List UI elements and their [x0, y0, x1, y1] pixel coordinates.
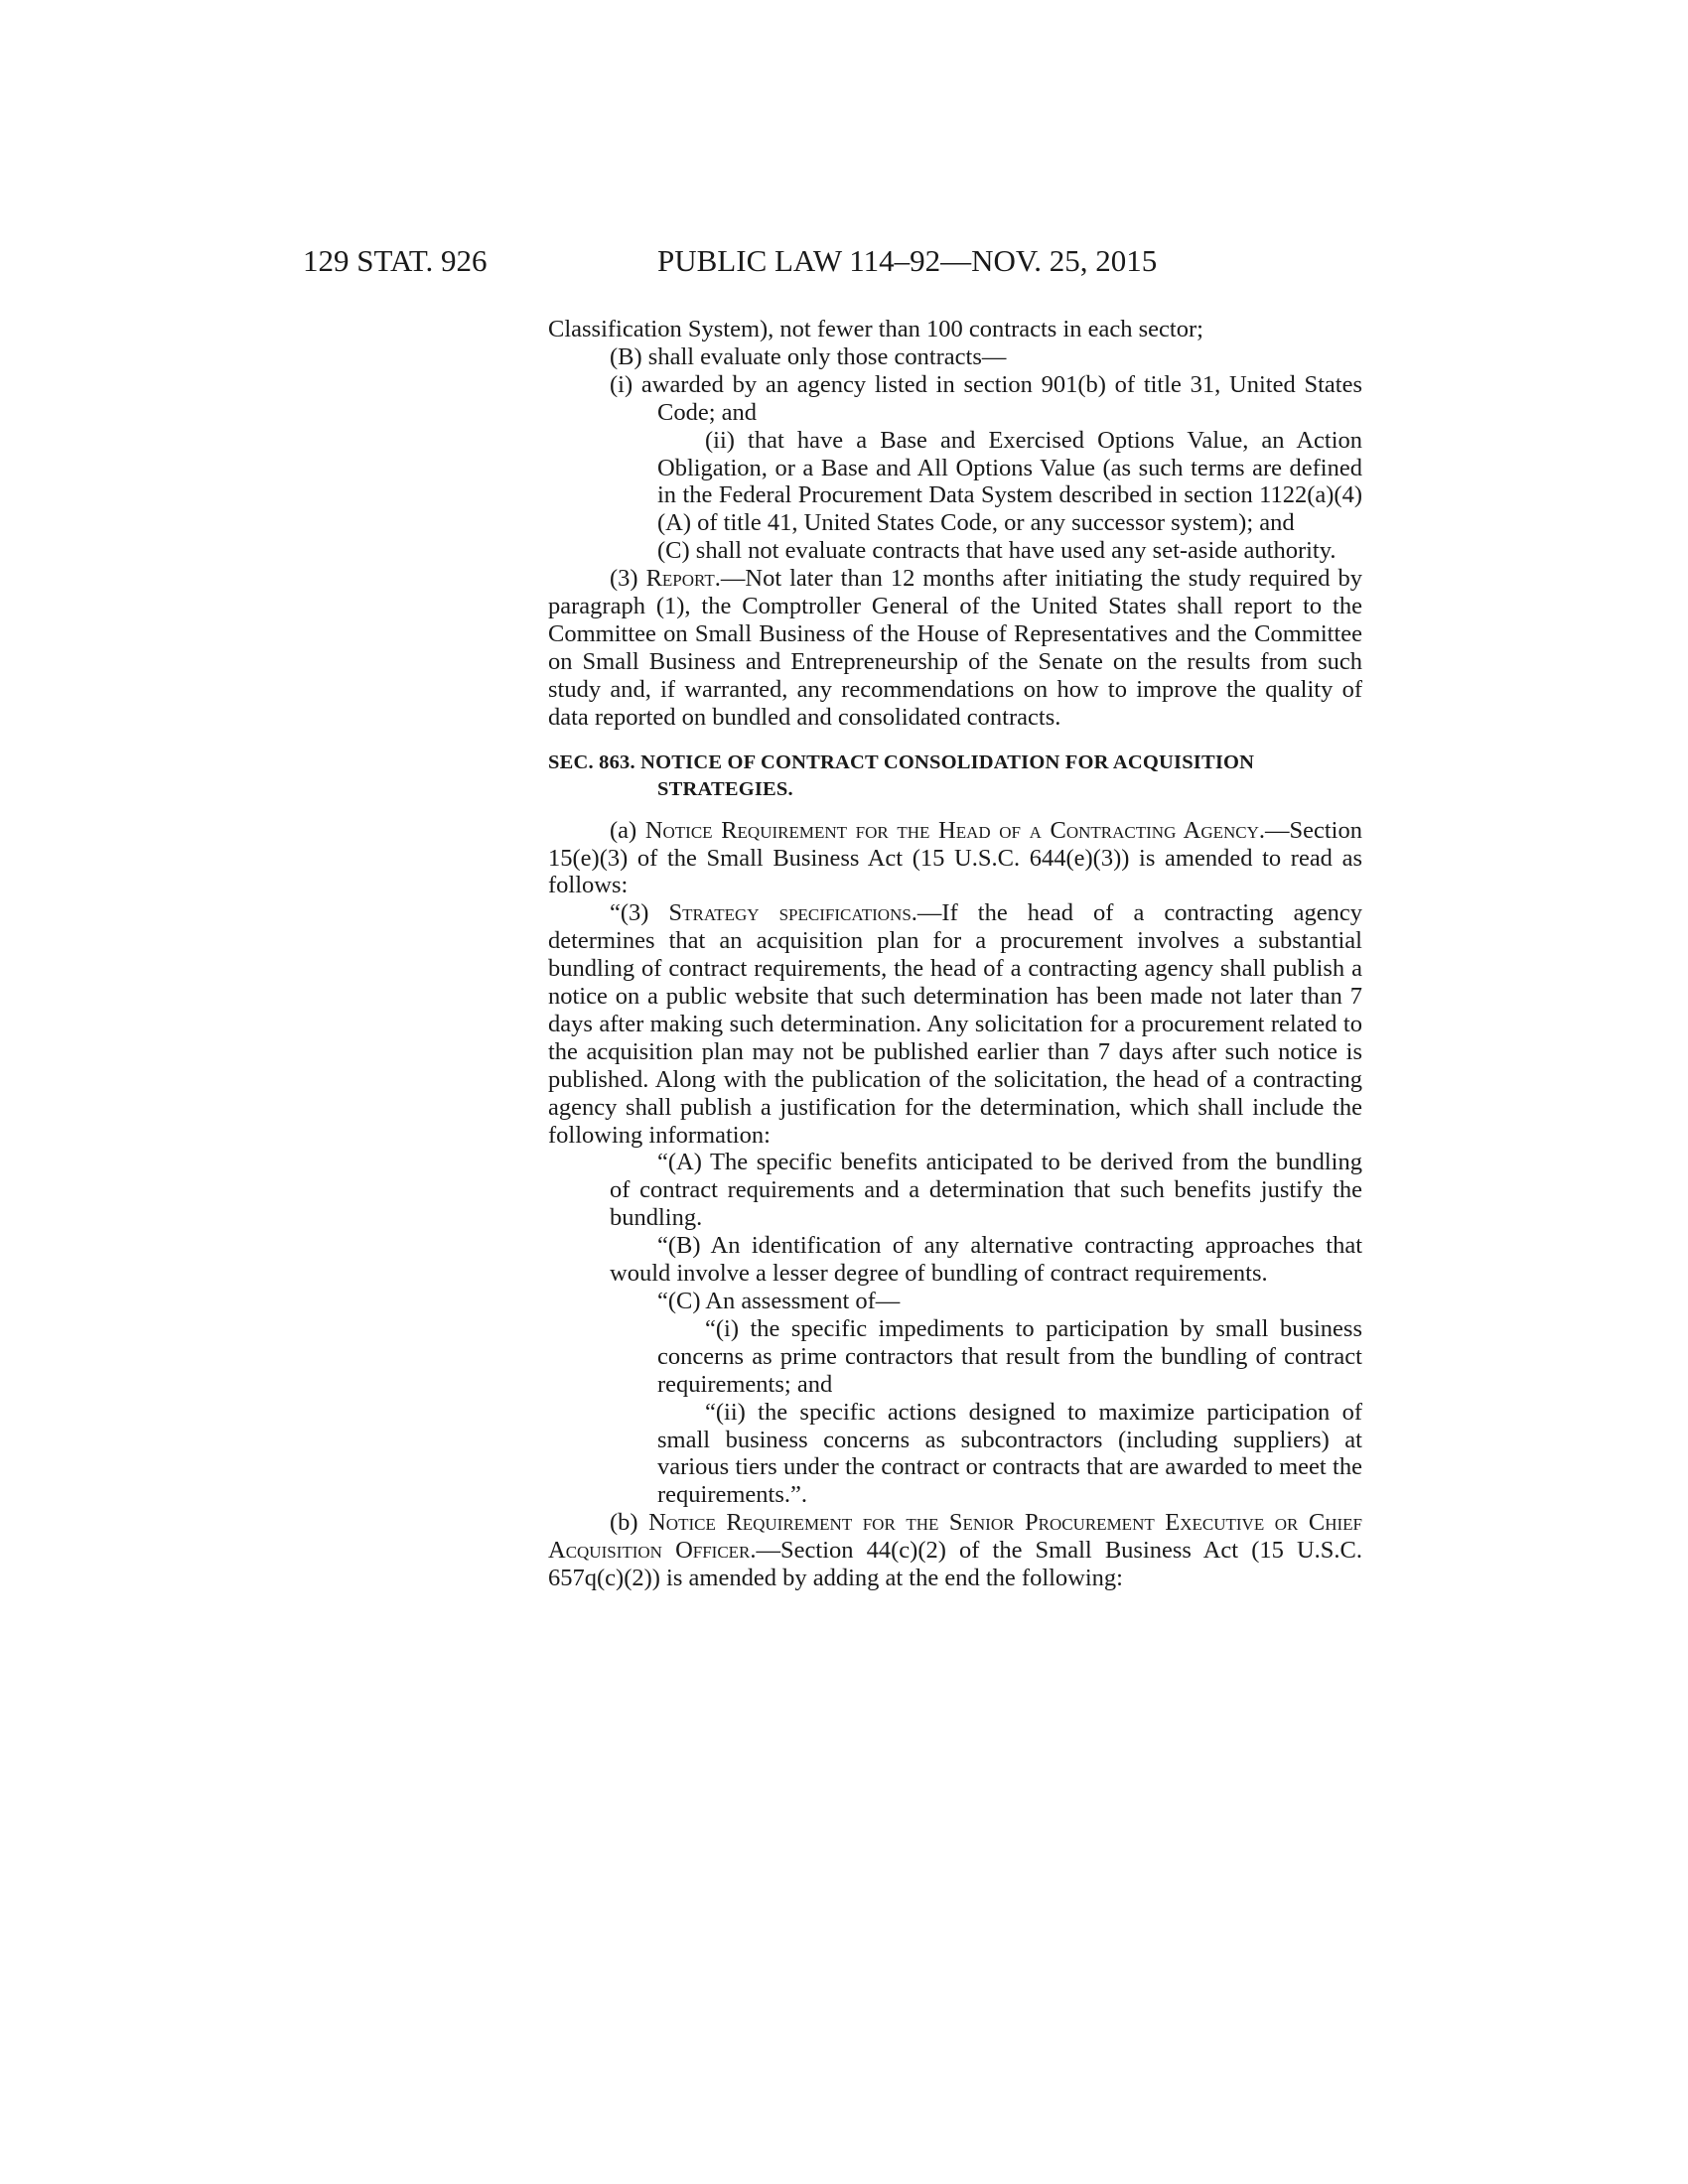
- quoted-paragraph-3-text: .—If the head of a contracting agency determines that an acquisition plan for a procurement involves a substantial bundling of contract requirements, the head of a contracting agency shall publish a notice on a public website that such determination has been made not later than 7 days after making such determination. Any solicitation for a procurement related to the acquisition plan may not be published earlier than 7 days after such notice is published. Along with the publication of the solicitation, the head of a contracting agency shall publish a justification for the determination, which shall include the following information:: [548, 899, 1362, 1149]
- subsection-a: [548, 817, 1362, 900]
- subsection-b-heading: Notice Requirement for the Senior Procurement Executive or Chief Acquisition Officer: [548, 1509, 1362, 1565]
- subsection-a-heading: Notice Requirement for the Head of a Contracting Agency: [644, 816, 1259, 844]
- quoted-paragraph-3-heading: Strategy specifications: [668, 899, 912, 927]
- subsection-b-label: (b): [610, 1509, 649, 1537]
- subsection-b: [548, 1509, 1362, 1592]
- page-header: [0, 243, 1688, 283]
- clause-continuation: Classification System), not fewer than 100 contracts in each sector;: [548, 316, 1203, 342]
- running-head: PUBLIC LAW 114–92—NOV. 25, 2015: [657, 243, 1158, 278]
- clause-ii: (ii) that have a Base and Exercised Options Value, an Action Obligation, or a Base and All Options Value (as such terms are defined in the Federal Procurement Data System described in section 1122(a)(4)(A) of title 41, United States Code, or any successor system); and: [657, 426, 1362, 537]
- subsection-a-label: (a): [610, 816, 645, 844]
- quoted-clause-i: “(i) the specific impediments to participation by small business concerns as prime contractors that result from the bundling of contract requirements; and: [657, 1314, 1362, 1398]
- page-body: [548, 316, 1362, 1592]
- subsection-a-text: .—Section 15(e)(3) of the Small Business Act (15 U.S.C. 644(e)(3)) is amended to read as follows:: [548, 816, 1362, 899]
- paragraph-3-report: [548, 565, 1362, 731]
- paragraph-3-heading: Report: [645, 565, 715, 593]
- section-heading: SEC. 863. NOTICE OF CONTRACT CONSOLIDATION FOR ACQUISITION STRATEGIES.: [548, 751, 1255, 800]
- clause-i: (i) awarded by an agency listed in section 901(b) of title 31, United States Code; and: [610, 370, 1362, 426]
- paragraph-3-text: .—Not later than 12 months after initiating the study required by paragraph (1), the Comptroller General of the United States shall report to the Committee on Small Business of the House of Representatives and the Committee on Small Business and Entrepreneurship of the Senate on the results from such study and, if warranted, any recommendations on how to improve the quality of data reported on bundled and consolidated contracts.: [548, 565, 1362, 731]
- quoted-subparagraph-b: “(B) An identification of any alternative contracting approaches that would involve a lesser degree of bundling of contract requirements.: [610, 1232, 1362, 1288]
- paragraph-3-label: (3): [610, 565, 646, 593]
- subsection-b-text: .—Section 44(c)(2) of the Small Business Act (15 U.S.C. 657q(c)(2)) is amended by adding at the end the following:: [548, 1537, 1362, 1592]
- subparagraph-b: (B) shall evaluate only those contracts—: [610, 342, 1007, 370]
- subparagraph-c: (C) shall not evaluate contracts that have used any set-aside authority.: [657, 537, 1336, 565]
- quoted-paragraph-3-label: “(3): [610, 899, 669, 927]
- quoted-paragraph-3: [548, 899, 1362, 1149]
- quoted-subparagraph-a: “(A) The specific benefits anticipated to be derived from the bundling of contract requirements and a determination that such benefits justify the bundling.: [610, 1149, 1362, 1232]
- quoted-clause-ii: “(ii) the specific actions designed to maximize participation of small business concerns as subcontractors (including suppliers) at various tiers under the contract or contracts that are awarded to meet the requirements.”.: [657, 1398, 1362, 1509]
- statute-page-reference: 129 STAT. 926: [303, 243, 488, 278]
- quoted-subparagraph-c: “(C) An assessment of—: [657, 1288, 901, 1314]
